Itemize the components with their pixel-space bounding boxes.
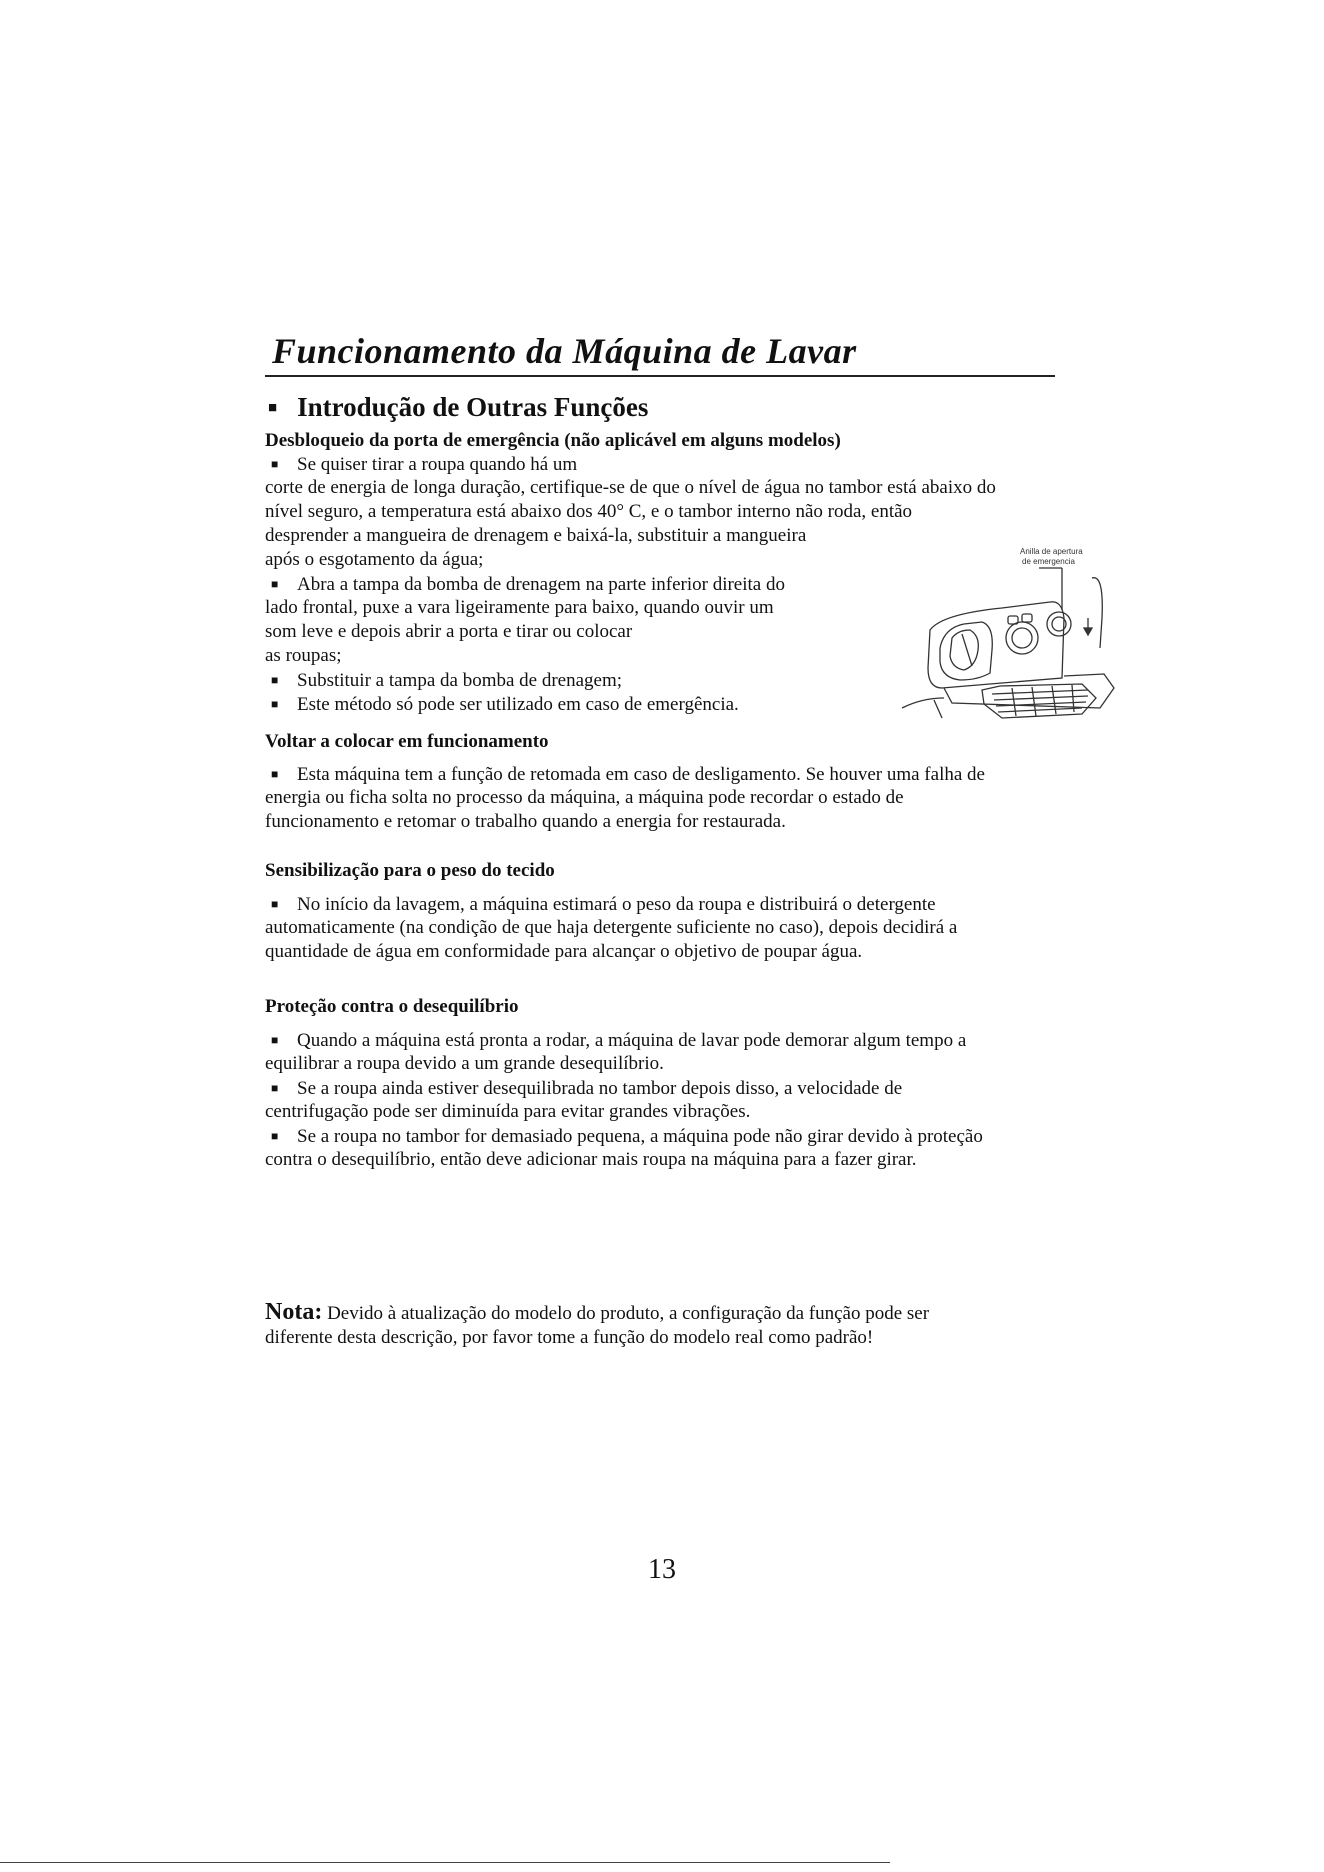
unbalance-line-2: equilibrar a roupa devido a um grande desequilíbrio.: [265, 1053, 664, 1074]
unbalance-line-1: ■ Quando a máquina está pronta a rodar, a máquina de lavar pode demorar algum tempo a: [271, 1030, 967, 1051]
restart-line-1: ■ Esta máquina tem a função de retomada em caso de desligamento. Se houver uma falha de: [271, 764, 985, 785]
emergency-line-1: ■ Se quiser tirar a roupa quando há um: [271, 454, 578, 475]
unbalance-line-3: ■ Se a roupa ainda estiver desequilibrada no tambor depois disso, a velocidade de: [271, 1078, 903, 1099]
emergency-heading: Desbloqueio da porta de emergência (não aplicável em alguns modelos): [265, 430, 841, 451]
bullet-square: ■: [271, 577, 279, 591]
title-underline: [265, 375, 1055, 377]
emergency-line-4: desprender a mangueira de drenagem e baixá-la, substituir a mangueira: [265, 525, 807, 546]
emergency-line-7: lado frontal, puxe a vara ligeiramente para baixo, quando ouvir um: [265, 597, 774, 618]
bullet-square: ■: [271, 1033, 279, 1047]
drain-pump-illustration: [882, 538, 1122, 748]
restart-heading: Voltar a colocar em funcionamento: [265, 731, 549, 752]
figure-label-1: Anilla de apertura: [1020, 547, 1083, 556]
weight-line-1: ■ No início da lavagem, a máquina estimará o peso da roupa e distribuirá o detergente: [271, 894, 936, 915]
bullet-square: ■: [271, 697, 279, 711]
emergency-line-10: ■ Substituir a tampa da bomba de drenagem;: [271, 670, 623, 691]
weight-heading: Sensibilização para o peso do tecido: [265, 860, 555, 881]
section-title-text: Introdução de Outras Funções: [297, 392, 649, 422]
note-label: Nota:: [265, 1299, 323, 1325]
restart-line-2: energia ou ficha solta no processo da máquina, a máquina pode recordar o estado de: [265, 787, 904, 808]
unbalance-heading: Proteção contra o desequilíbrio: [265, 996, 519, 1017]
bullet-square: ■: [268, 400, 278, 416]
figure-label-2: de emergencia: [1022, 557, 1075, 566]
note-line-1: Nota: Devido à atualização do modelo do produto, a configuração da função pode ser: [265, 1299, 930, 1325]
unbalance-line-6: contra o desequilíbrio, então deve adicionar mais roupa na máquina para a fazer girar.: [265, 1149, 917, 1170]
weight-line-3: quantidade de água em conformidade para alcançar o objetivo de poupar água.: [265, 941, 863, 962]
unbalance-line-5: ■ Se a roupa no tambor for demasiado pequena, a máquina pode não girar devido à proteção: [271, 1126, 983, 1147]
unbalance-line-4: centrifugação pode ser diminuída para evitar grandes vibrações.: [265, 1101, 751, 1122]
page-number: 13: [648, 1554, 676, 1585]
emergency-line-3: nível seguro, a temperatura está abaixo dos 40° C, e o tambor interno não roda, então: [265, 501, 913, 522]
emergency-line-11: ■ Este método só pode ser utilizado em caso de emergência.: [271, 694, 739, 715]
bottom-divider: [0, 1862, 890, 1863]
bullet-square: ■: [271, 767, 279, 781]
emergency-line-2: corte de energia de longa duração, certifique-se de que o nível de água no tambor está abaixo do: [265, 477, 996, 498]
bullet-square: ■: [271, 673, 279, 687]
emergency-line-9: as roupas;: [265, 645, 342, 666]
emergency-line-6: ■ Abra a tampa da bomba de drenagem na parte inferior direita do: [271, 574, 785, 595]
section-title: [268, 392, 648, 423]
bullet-square: ■: [271, 1081, 279, 1095]
restart-line-3: funcionamento e retomar o trabalho quando a energia for restaurada.: [265, 811, 786, 832]
bullet-square: ■: [271, 457, 279, 471]
bullet-square: ■: [271, 897, 279, 911]
emergency-line-5: após o esgotamento da água;: [265, 549, 484, 570]
bullet-square: ■: [271, 1129, 279, 1143]
page-title: Funcionamento da Máquina de Lavar: [272, 331, 857, 371]
note-line-2: diferente desta descrição, por favor tome a função do modelo real como padrão!: [265, 1327, 874, 1348]
emergency-line-8: som leve e depois abrir a porta e tirar ou colocar: [265, 621, 633, 642]
weight-line-2: automaticamente (na condição de que haja detergente suficiente no caso), depois decidirá a: [265, 917, 958, 938]
